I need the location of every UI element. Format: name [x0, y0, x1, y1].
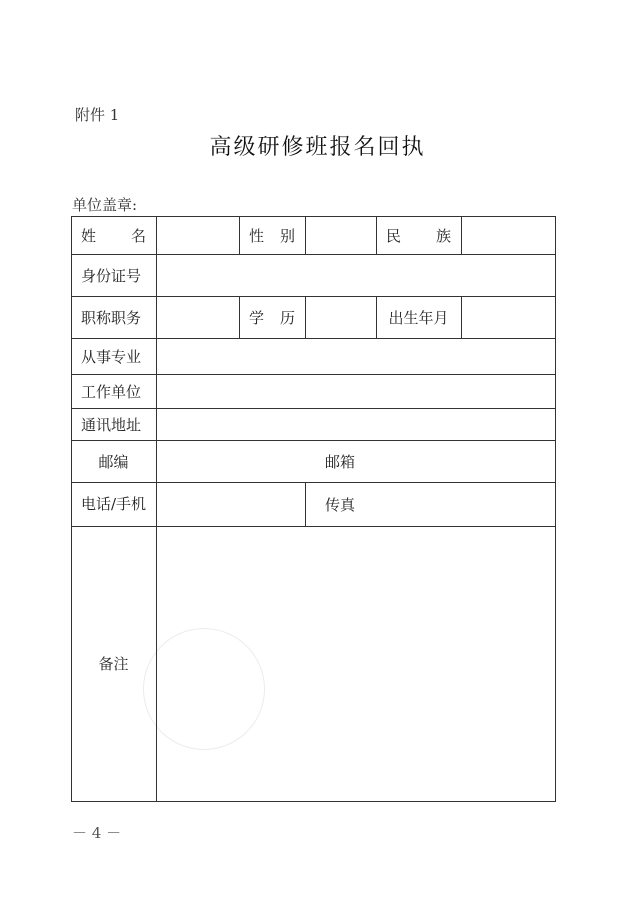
postcode-label: 邮编: [98, 452, 129, 471]
faint-seal-mark: [143, 628, 265, 750]
registration-form-table: [71, 216, 556, 802]
address-label: 通讯地址: [81, 415, 142, 434]
vline-r1-b: [305, 216, 306, 254]
name-label: 姓 名: [81, 226, 146, 245]
id-number-label: 身份证号: [81, 266, 142, 285]
workplace-label: 工作单位: [81, 382, 142, 401]
vline-r1-d: [461, 216, 462, 254]
page-number: － 4 －: [72, 824, 122, 842]
unit-stamp-label: 单位盖章:: [72, 196, 138, 214]
ethnicity-label: 民 族: [386, 226, 451, 245]
education-label: 学 历: [249, 308, 295, 327]
gender-label: 性 别: [249, 226, 295, 245]
fax-label: 传真: [324, 495, 355, 514]
vline-r3-d: [461, 296, 462, 338]
birth-date-label: 出生年月: [388, 308, 449, 327]
vline-right: [555, 216, 556, 802]
attachment-label: 附件 1: [75, 106, 120, 124]
professional-title-label: 职称职务: [81, 308, 142, 327]
vline-label-col: [156, 216, 157, 802]
major-label: 从事专业: [81, 347, 142, 366]
remarks-label: 备注: [98, 655, 129, 673]
form-title: 高级研修班报名回执: [209, 135, 426, 160]
vline-r3-b: [305, 296, 306, 338]
phone-label: 电话/手机: [80, 494, 147, 513]
email-label: 邮箱: [324, 452, 355, 471]
hline-bottom: [71, 801, 556, 802]
